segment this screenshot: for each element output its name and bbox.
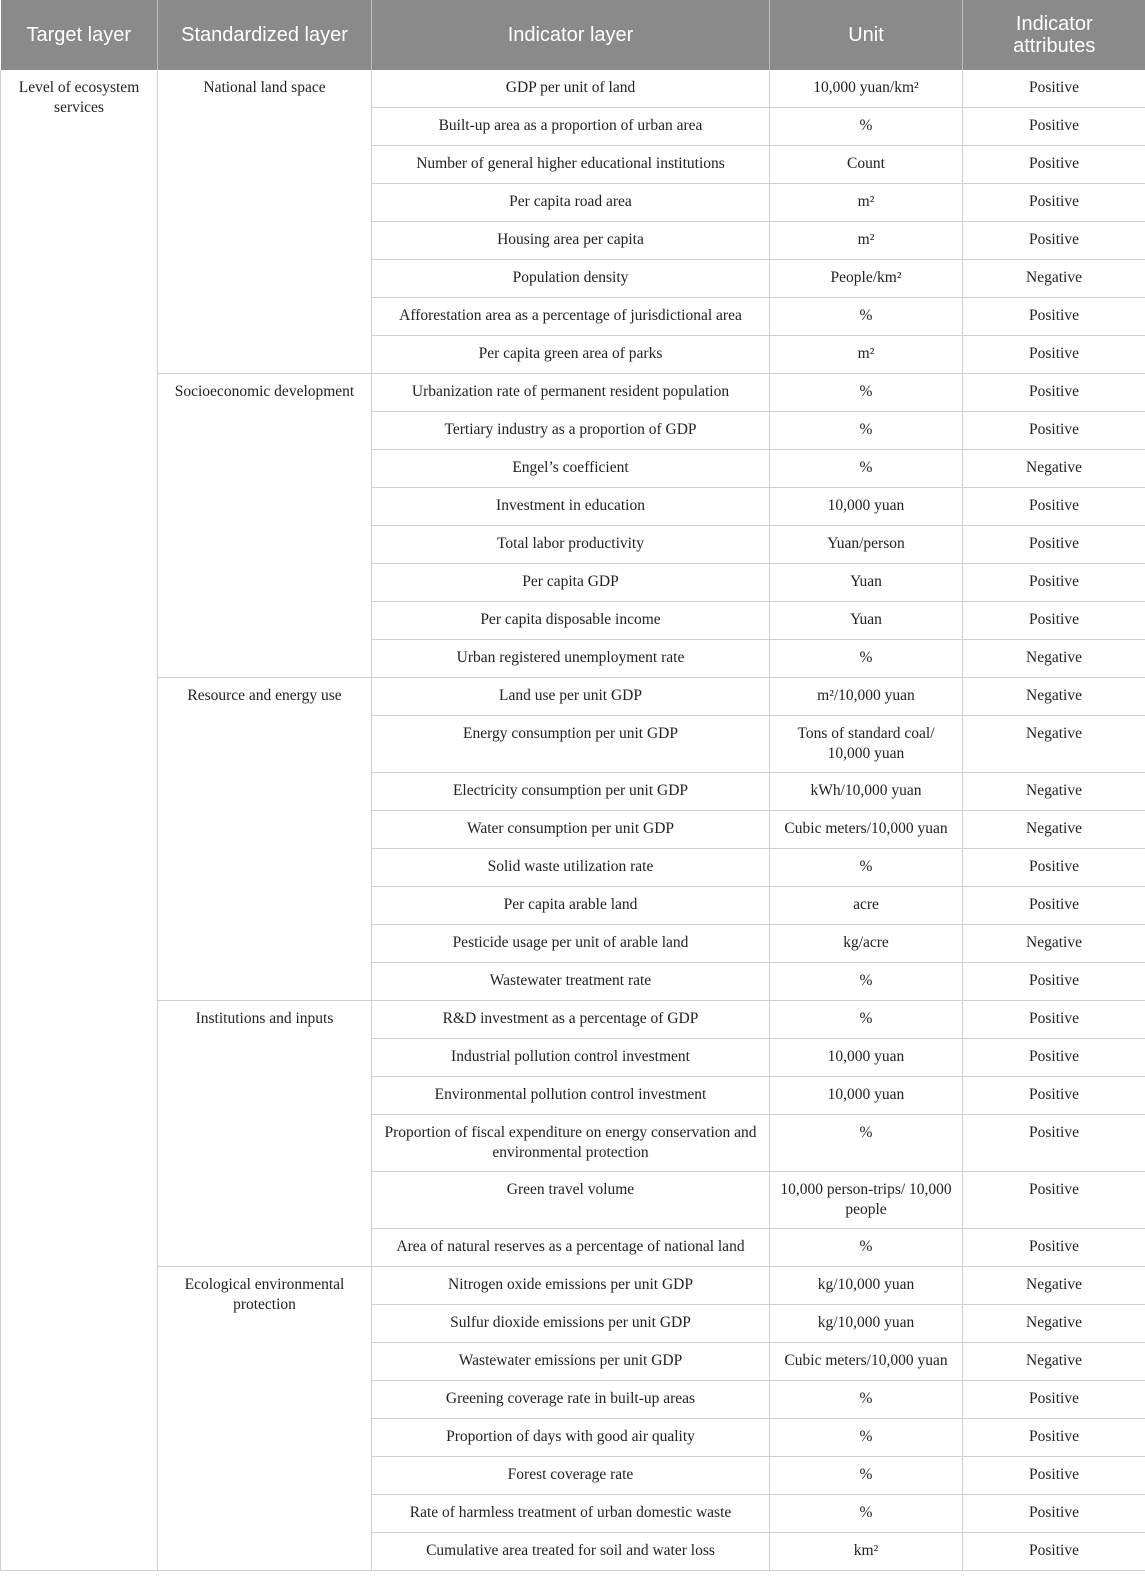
unit-cell: %	[770, 963, 963, 1001]
unit-cell: %	[770, 849, 963, 887]
table-row	[1, 1001, 1145, 1039]
target-layer-cell: Level of ecosystem services	[1, 70, 158, 1571]
table-row	[1, 678, 1145, 716]
attribute-cell: Negative	[963, 1267, 1145, 1305]
attribute-cell: Positive	[963, 146, 1145, 184]
attribute-cell: Positive	[963, 1419, 1145, 1457]
unit-cell: %	[770, 412, 963, 450]
attribute-cell: Positive	[963, 849, 1145, 887]
indicator-cell: Tertiary industry as a proportion of GDP	[372, 412, 770, 450]
unit-cell: Yuan/person	[770, 526, 963, 564]
indicator-cell: Per capita GDP	[372, 564, 770, 602]
attribute-cell: Positive	[963, 602, 1145, 640]
unit-cell: Yuan	[770, 602, 963, 640]
unit-cell: 10,000 yuan	[770, 488, 963, 526]
indicator-cell: Total labor productivity	[372, 526, 770, 564]
unit-cell: 10,000 yuan	[770, 1039, 963, 1077]
attribute-cell: Negative	[963, 811, 1145, 849]
attribute-cell: Positive	[963, 1229, 1145, 1267]
unit-cell: m²	[770, 222, 963, 260]
unit-cell: Count	[770, 146, 963, 184]
attribute-cell: Positive	[963, 1533, 1145, 1571]
attribute-cell: Negative	[963, 1343, 1145, 1381]
indicator-cell: Per capita arable land	[372, 887, 770, 925]
indicator-cell: Population density	[372, 260, 770, 298]
table-header	[1, 0, 1145, 70]
unit-cell: m²	[770, 336, 963, 374]
indicator-cell: Land use per unit GDP	[372, 678, 770, 716]
unit-cell: People/km²	[770, 260, 963, 298]
indicator-cell: Proportion of fiscal expenditure on energy conservation and environmental protection	[372, 1115, 770, 1172]
indicator-cell: Urban registered unemployment rate	[372, 640, 770, 678]
attribute-cell: Positive	[963, 526, 1145, 564]
unit-cell: Cubic meters/10,000 yuan	[770, 811, 963, 849]
attribute-cell: Positive	[963, 963, 1145, 1001]
indicator-cell: Forest coverage rate	[372, 1457, 770, 1495]
attribute-cell: Negative	[963, 450, 1145, 488]
indicator-cell: Environmental pollution control investment	[372, 1077, 770, 1115]
indicator-cell: Proportion of days with good air quality	[372, 1419, 770, 1457]
attribute-cell: Negative	[963, 1305, 1145, 1343]
unit-cell: Yuan	[770, 564, 963, 602]
indicator-cell: R&D investment as a percentage of GDP	[372, 1001, 770, 1039]
unit-cell: %	[770, 1419, 963, 1457]
attribute-cell: Positive	[963, 222, 1145, 260]
indicator-cell: Energy consumption per unit GDP	[372, 716, 770, 773]
unit-cell: %	[770, 1495, 963, 1533]
header-indicator-layer: Indicator layer	[372, 0, 770, 70]
unit-cell: 10,000 yuan/km²	[770, 70, 963, 108]
unit-cell: km²	[770, 1533, 963, 1571]
indicator-cell: GDP per unit of land	[372, 70, 770, 108]
standardized-layer-cell: Ecological environmental protection	[158, 1267, 372, 1571]
indicator-cell: Water consumption per unit GDP	[372, 811, 770, 849]
attribute-cell: Positive	[963, 412, 1145, 450]
unit-cell: 10,000 yuan	[770, 1077, 963, 1115]
indicator-cell: Pesticide usage per unit of arable land	[372, 925, 770, 963]
attribute-cell: Negative	[963, 260, 1145, 298]
attribute-cell: Positive	[963, 1457, 1145, 1495]
indicator-cell: Rate of harmless treatment of urban domestic waste	[372, 1495, 770, 1533]
header-target-layer: Target layer	[1, 0, 158, 70]
unit-cell: m²/10,000 yuan	[770, 678, 963, 716]
attribute-cell: Positive	[963, 70, 1145, 108]
indicator-cell: Greening coverage rate in built-up areas	[372, 1381, 770, 1419]
table-row	[1, 1267, 1145, 1305]
indicator-cell: Industrial pollution control investment	[372, 1039, 770, 1077]
unit-cell: kg/10,000 yuan	[770, 1305, 963, 1343]
unit-cell: acre	[770, 887, 963, 925]
indicator-cell: Built-up area as a proportion of urban area	[372, 108, 770, 146]
attribute-cell: Positive	[963, 488, 1145, 526]
unit-cell: m²	[770, 184, 963, 222]
attribute-cell: Positive	[963, 887, 1145, 925]
unit-cell: %	[770, 640, 963, 678]
unit-cell: %	[770, 450, 963, 488]
unit-cell: %	[770, 298, 963, 336]
unit-cell: %	[770, 108, 963, 146]
attribute-cell: Positive	[963, 108, 1145, 146]
indicator-cell: Area of natural reserves as a percentage of national land	[372, 1229, 770, 1267]
attribute-cell: Positive	[963, 184, 1145, 222]
indicator-cell: Urbanization rate of permanent resident population	[372, 374, 770, 412]
header-standardized-layer: Standardized layer	[158, 0, 372, 70]
table-row	[1, 374, 1145, 412]
unit-cell: Cubic meters/10,000 yuan	[770, 1343, 963, 1381]
attribute-cell: Positive	[963, 298, 1145, 336]
attribute-cell: Negative	[963, 925, 1145, 963]
indicator-cell: Nitrogen oxide emissions per unit GDP	[372, 1267, 770, 1305]
attribute-cell: Positive	[963, 374, 1145, 412]
indicator-cell: Sulfur dioxide emissions per unit GDP	[372, 1305, 770, 1343]
attribute-cell: Positive	[963, 1381, 1145, 1419]
attribute-cell: Positive	[963, 1077, 1145, 1115]
table-body	[1, 70, 1145, 1571]
indicator-cell: Engel’s coefficient	[372, 450, 770, 488]
standardized-layer-cell: Resource and energy use	[158, 678, 372, 1001]
attribute-cell: Negative	[963, 640, 1145, 678]
header-indicator-attributes: Indicator attributes	[963, 0, 1145, 70]
indicator-cell: Per capita disposable income	[372, 602, 770, 640]
indicator-cell: Solid waste utilization rate	[372, 849, 770, 887]
indicator-cell: Wastewater treatment rate	[372, 963, 770, 1001]
attribute-cell: Positive	[963, 1001, 1145, 1039]
attribute-cell: Positive	[963, 1172, 1145, 1229]
indicator-cell: Green travel volume	[372, 1172, 770, 1229]
indicator-cell: Investment in education	[372, 488, 770, 526]
attribute-cell: Negative	[963, 716, 1145, 773]
attribute-cell: Negative	[963, 678, 1145, 716]
unit-cell: %	[770, 374, 963, 412]
indicator-cell: Electricity consumption per unit GDP	[372, 773, 770, 811]
table-row	[1, 70, 1145, 108]
indicator-cell: Wastewater emissions per unit GDP	[372, 1343, 770, 1381]
unit-cell: %	[770, 1229, 963, 1267]
unit-cell: %	[770, 1001, 963, 1039]
unit-cell: %	[770, 1115, 963, 1172]
indicator-cell: Cumulative area treated for soil and water loss	[372, 1533, 770, 1571]
header-unit: Unit	[770, 0, 963, 70]
attribute-cell: Negative	[963, 773, 1145, 811]
indicator-cell: Afforestation area as a percentage of jurisdictional area	[372, 298, 770, 336]
indicator-cell: Number of general higher educational institutions	[372, 146, 770, 184]
unit-cell: Tons of standard coal/ 10,000 yuan	[770, 716, 963, 773]
unit-cell: kg/10,000 yuan	[770, 1267, 963, 1305]
indicator-cell: Housing area per capita	[372, 222, 770, 260]
unit-cell: 10,000 person-trips/ 10,000 people	[770, 1172, 963, 1229]
unit-cell: kg/acre	[770, 925, 963, 963]
indicator-cell: Per capita green area of parks	[372, 336, 770, 374]
indicator-cell: Per capita road area	[372, 184, 770, 222]
unit-cell: kWh/10,000 yuan	[770, 773, 963, 811]
unit-cell: %	[770, 1381, 963, 1419]
attribute-cell: Positive	[963, 1115, 1145, 1172]
standardized-layer-cell: National land space	[158, 70, 372, 374]
attribute-cell: Positive	[963, 1039, 1145, 1077]
standardized-layer-cell: Socioeconomic development	[158, 374, 372, 678]
attribute-cell: Positive	[963, 1495, 1145, 1533]
unit-cell: %	[770, 1457, 963, 1495]
attribute-cell: Positive	[963, 336, 1145, 374]
standardized-layer-cell: Institutions and inputs	[158, 1001, 372, 1267]
attribute-cell: Positive	[963, 564, 1145, 602]
